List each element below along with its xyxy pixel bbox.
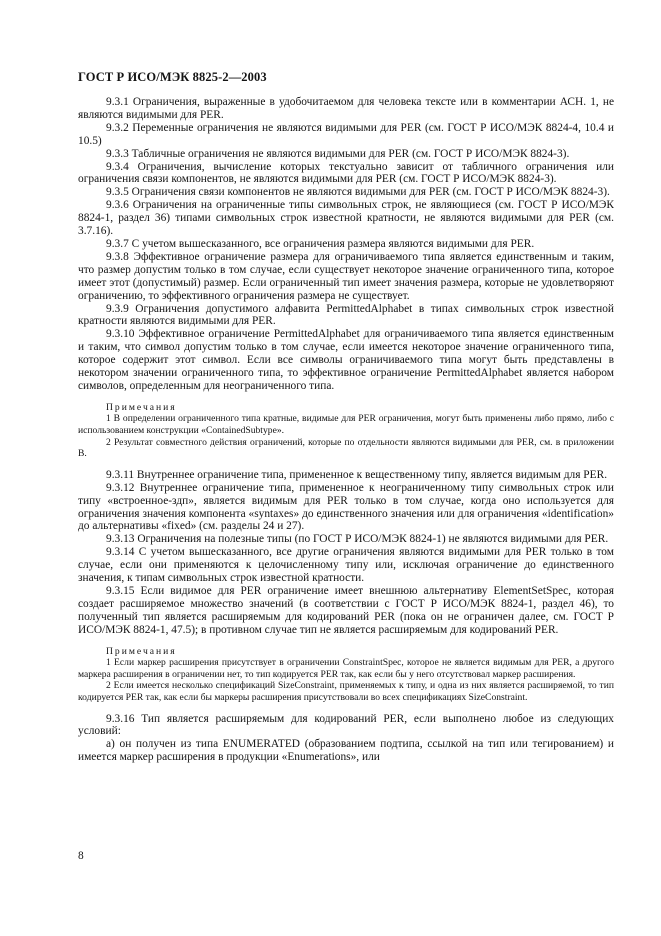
paragraph-9-3-14: 9.3.14 С учетом вышесказанного, все другие ограничения являются видимыми для PER только в том случае, если они применяются к целочисленному типу или, исключая ограничение до единственного значения, к типам символьных строк известной кратности. (78, 546, 614, 585)
paragraph-9-3-7: 9.3.7 С учетом вышесказанного, все ограничения размера являются видимыми для PER. (106, 237, 535, 250)
paragraph-9-3-10: 9.3.10 Эффективное ограничение PermittedAlphabet для ограничиваемого типа является единственным и таким, что символ допустим только в том случае, если имеется некоторое значение ограниченного типа, которое содержит этот символ. Если все символы ограничиваемого типа могут быть представлены в некотором значении ограниченного типа, то эффективное ограничение PermittedAlphabet является набором символов, определенным для неограниченного типа. (78, 328, 614, 392)
paragraph-9-3-13: 9.3.13 Ограничения на полезные типы (по ГОСТ Р ИСО/МЭК 8824-1) не являются видимыми для PER. (106, 533, 609, 546)
note-item: 2 Если имеется несколько спецификаций SizeConstraint, применяемых к типу, и одна из них является расширяемой, то тип кодируется PER так, как если бы маркеры расширения присутствовали во всех спецификациях SizeConstraint. (78, 680, 614, 703)
page-number: 8 (78, 850, 84, 862)
paragraph-9-3-9: 9.3.9 Ограничения допустимого алфавита PermittedAlphabet в типах символьных строк известной кратности являются видимыми для PER. (78, 302, 614, 328)
paragraph-9-3-2: 9.3.2 Переменные ограничения не являются видимыми для PER (см. ГОСТ Р ИСО/МЭК 8824-4, 10.4 и 10.5) (78, 121, 614, 147)
page-content (78, 96, 614, 764)
note-item: 1 Если маркер расширения присутствует в ограничении ConstraintSpec, которое не является видимым для PER, а другого маркера расширения в ограничении нет, то тип кодируется PER так, как если бы у него отсутствовал маркер расширения. (78, 657, 614, 680)
list-item-a: а) он получен из типа ENUMERATED (образованием подтипа, ссылкой на тип или тегированием) и имеется маркер расширения в продукции «Enumerations», или (78, 738, 614, 764)
paragraph-9-3-5: 9.3.5 Ограничения связи компонентов не являются видимыми для PER (см. ГОСТ Р ИСО/МЭК 8824-3). (106, 186, 610, 199)
paragraph-9-3-1: 9.3.1 Ограничения, выраженные в удобочитаемом для человека тексте или в комментарии АСН. 1, не являются видимыми для PER. (78, 96, 614, 121)
note-item: 1 В определении ограниченного типа кратные, видимые для PER ограничения, могут быть применены либо прямо, либо с использованием конструкции «ContainedSubtype». (78, 413, 614, 437)
notes-title: Примечания (106, 401, 177, 413)
paragraph-9-3-15: 9.3.15 Если видимое для PER ограничение имеет внешнюю альтернативу ElementSetSpec, которая создает расширяемое множество значений (в соответствии с ГОСТ Р ИСО/МЭК 8824-1, раздел 46), то полученный тип является расширяемым для кодирований PER (пока он не ограничен далее, см. ГОСТ Р ИСО/МЭК 8824-1, 47.5); в противном случае тип не является расширяемым для кодирований PER. (78, 584, 614, 636)
notes-title: Примечания (106, 645, 177, 657)
page-header: ГОСТ Р ИСО/МЭК 8825-2—2003 (78, 70, 267, 84)
note-item: 2 Результат совместного действия ограничений, которые по отдельности являются видимыми для PER, см. в приложении B. (78, 436, 614, 460)
paragraph-9-3-12: 9.3.12 Внутреннее ограничение типа, примененное к неограниченному типу символьных строк или типу «встроенное-здп», является видимым для PER только в том случае, когда оно используется для ограничения значения компонента «syntaxes» до единственного значения или для ограничения «identification» до альтернативы «fixed» (см. разделы 24 и 27). (78, 481, 614, 533)
paragraph-9-3-8: 9.3.8 Эффективное ограничение размера для ограничиваемого типа является единственным и таким, что размер допустим только в том случае, если существует некоторое значение ограниченного типа, которое имеет этот (допустимый) размер. Если ограниченный тип имеет значения размера, которые не удовлетворяют ограничению, то эффективного ограничения размера не существует. (78, 250, 614, 302)
paragraph-9-3-11: 9.3.11 Внутреннее ограничение типа, примененное к вещественному типу, является видимым для PER. (106, 468, 608, 481)
paragraph-9-3-16: 9.3.16 Тип является расширяемым для кодирований PER, если выполнено любое из следующих условий: (78, 712, 614, 738)
paragraph-9-3-4: 9.3.4 Ограничения, вычисление которых текстуально зависит от табличного ограничения или ограничения связи компонентов, не являются видимыми для PER (см. ГОСТ Р ИСО/МЭК 8824-3). (78, 160, 614, 186)
paragraph-9-3-6: 9.3.6 Ограничения на ограниченные типы символьных строк, не являющиеся (см. ГОСТ Р ИСО/МЭК 8824-1, раздел 36) типами символьных строк известной кратности, не являются видимыми для PER (см. 3.7.16). (78, 199, 614, 238)
paragraph-9-3-3: 9.3.3 Табличные ограничения не являются видимыми для PER (см. ГОСТ Р ИСО/МЭК 8824-3). (106, 147, 570, 160)
